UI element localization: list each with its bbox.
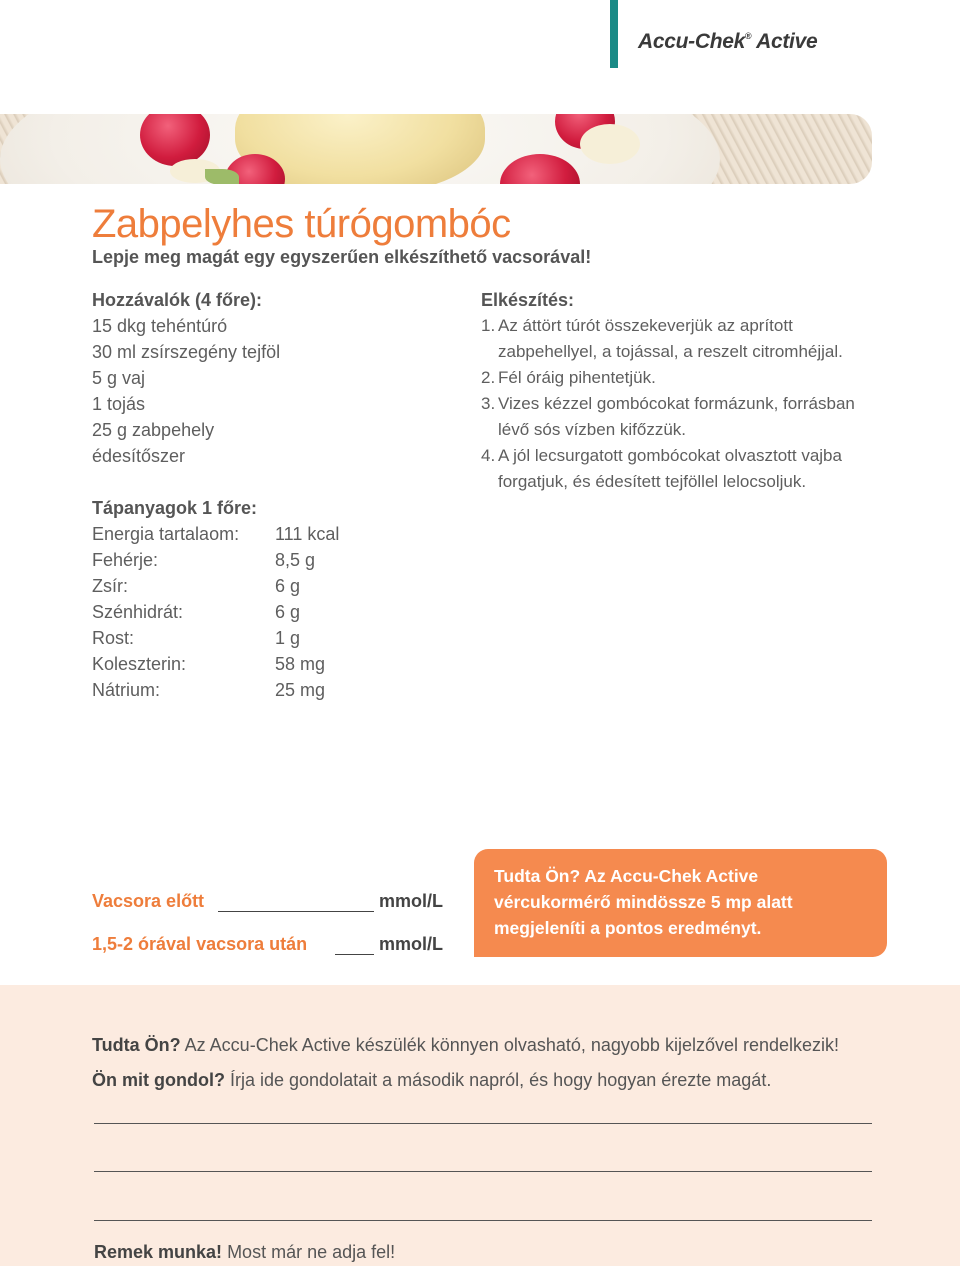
nutrient-label: Energia tartalaom: [92,524,240,544]
dessert-photo [0,114,872,184]
ingredient-item: édesítőszer [92,446,186,466]
step-text: Vizes kézzel gombócokat formázunk, forrásban [498,394,855,413]
nutrient-value: 8,5 g [275,550,316,570]
step-number: 3. [481,394,496,413]
nutrient-value: 6 g [275,602,301,622]
ingredient-item: 5 g vaj [92,368,146,388]
note-writing-line[interactable] [94,1171,872,1172]
ingredient-item: 1 tojás [92,394,146,414]
recipe-subtitle: Lepje meg magát egy egyszerűen elkészíthető vacsorával! [92,247,592,267]
method-step [481,365,881,391]
step-text: zabpehellyel, a tojással, a reszelt citromhéjjal. [498,342,843,361]
nutrient-value: 6 g [275,576,301,596]
after-dinner-unit: mmol/L [379,934,444,954]
nutrient-label: Fehérje: [92,550,159,570]
step-number: 4. [481,446,496,465]
nutrient-row [92,625,452,651]
before-dinner-input-line[interactable] [218,911,374,912]
before-dinner-label: Vacsora előtt [92,891,205,911]
nutrient-row [92,651,452,677]
nutrient-row [92,599,452,625]
nutrients-heading: Tápanyagok 1 főre: [92,498,258,518]
tip-line: megjeleníti a pontos eredményt. [494,918,762,938]
your-thoughts-bold: Ön mit gondol? [92,1070,225,1090]
tip-line: vércukormérő mindössze 5 mp alatt [494,892,793,912]
note-writing-line[interactable] [94,1123,872,1124]
ingredient-item: 15 dkg tehéntúró [92,316,228,336]
tip-line: Tudta Ön? Az Accu-Chek Active [494,866,759,886]
nutrient-label: Szénhidrát: [92,602,184,622]
nutrient-row [92,547,452,573]
step-text: A jól lecsurgatott gombócokat olvasztott vajba [498,446,842,465]
encouragement-bold: Remek munka! [94,1242,223,1262]
tip-callout [474,849,887,957]
logo-product: Active [756,30,818,53]
logo-accent-bar [610,0,618,68]
after-dinner-label: 1,5-2 órával vacsora után [92,934,308,954]
registered-mark: ® [745,31,752,41]
did-you-know-text: Az Accu-Chek Active készülék könnyen olvasható, nagyobb kijelzővel rendelkezik! [180,1035,840,1055]
nutrient-row [92,677,452,703]
ingredient-item: 25 g zabpehely [92,420,215,440]
method-step [481,391,881,443]
mint-leaf-shape [205,169,239,184]
nutrient-label: Nátrium: [92,680,161,700]
note-writing-line[interactable] [94,1220,872,1221]
crumble-shape [580,124,640,164]
step-text: Az áttört túrót összekeverjük az aprított [498,316,793,335]
nutrient-label: Rost: [92,628,135,648]
nutrient-value: 58 mg [275,654,326,674]
did-you-know-line [92,1035,839,1056]
method-step [481,313,881,365]
your-thoughts-line [92,1070,771,1091]
nutrient-row [92,521,452,547]
nutrient-value: 1 g [275,628,301,648]
method-column [481,287,881,495]
nutrient-value: 25 mg [275,680,326,700]
your-thoughts-text: Írja ide gondolatait a második napról, és hogy hogyan érezte magát. [224,1070,772,1090]
before-dinner-unit: mmol/L [379,891,444,911]
ingredients-column [92,287,452,703]
step-text: Fél óráig pihentetjük. [498,368,656,387]
encouragement-text: Most már ne adja fel! [222,1242,396,1262]
logo-brand: Accu-Chek [638,30,745,53]
did-you-know-bold: Tudta Ön? [92,1035,181,1055]
step-text: lévő sós vízben kifőzzük. [498,420,687,439]
ingredient-item: 30 ml zsírszegény tejföl [92,342,281,362]
nutrient-row [92,573,452,599]
step-number: 2. [481,368,496,387]
method-step [481,443,881,495]
nutrient-value: 111 kcal [275,524,340,544]
nutrient-label: Zsír: [92,576,128,596]
nutrient-label: Koleszterin: [92,654,187,674]
encouragement-line [94,1242,395,1263]
step-number: 1. [481,316,496,335]
accu-chek-logo [638,30,817,54]
ingredients-heading: Hozzávalók (4 főre): [92,290,263,310]
method-heading: Elkészítés: [481,290,575,310]
after-dinner-input-line[interactable] [335,954,374,955]
notes-section [0,985,960,1266]
step-text: forgatjuk, és édesített tejföllel lelocsoljuk. [498,472,807,491]
recipe-title: Zabpelyhes túrógombóc [92,202,511,246]
